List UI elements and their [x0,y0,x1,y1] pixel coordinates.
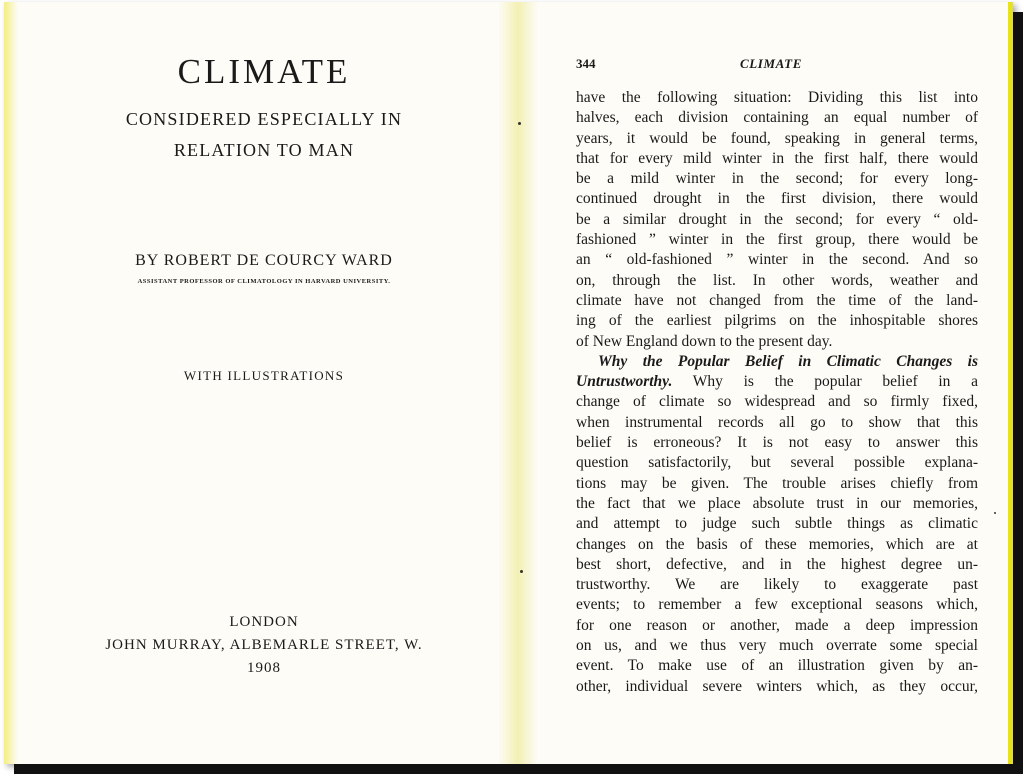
text-line: have the following situation: Dividing this list into [576,89,978,106]
text-line: be a mild winter in the second; for every long- [576,170,978,188]
section-heading-part-2: Untrustworthy. [576,373,673,391]
text-line: best short, defective, and in the highest degree un- [576,555,978,573]
page-edge-tint [4,2,18,764]
book-spread [4,2,1013,764]
paper-speck [520,570,523,573]
subtitle-line-1: CONSIDERED ESPECIALLY IN [125,109,403,129]
text-line: that for every mild winter in the first half, there would [576,149,978,167]
paper-speck [994,512,996,514]
text-line: years, it would be found, speaking in general terms, [576,129,978,147]
text-line: the fact that we place absolute trust in our memories, [576,494,978,512]
text-line: other, individual severe winters which, as they occur, [576,677,978,695]
text-line: events; to remember a few exceptional seasons which, [576,596,978,614]
imprint [44,611,484,680]
text-line: ing of the earliest pilgrims on the inhospitable shores [576,312,978,330]
text-line: changes on the basis of these memories, which are at [576,535,978,553]
text-line: event. To make use of an illustration given by an- [576,657,978,675]
page-number: 344 [576,56,596,71]
text-line: tions may be given. The trouble arises chiefly from [576,474,978,492]
author-name: BY ROBERT DE COURCY WARD [135,252,393,269]
imprint-year: 1908 [247,660,281,676]
body-text [576,88,978,697]
running-head [576,56,978,74]
text-line: belief is erroneous? It is not easy to answer this [576,434,978,452]
book-subtitle [44,104,484,166]
text-page [576,2,978,764]
text-line: on us, and we thus very much overrate some special [576,637,978,655]
text-line: on, through the list. In other words, weather and [576,271,978,289]
text-line: continued drought in the first division, there would [576,190,978,208]
heading-line-rest: Why is the popular belief in a [672,373,978,391]
text-line: question satisfactorily, but several possible explana- [576,454,978,472]
text-line: for one reason or another, made a deep impression [576,616,978,634]
text-line: an “ old-fashioned ” winter in the second. And so [576,251,978,269]
text-line: when instrumental records all go to show that this [576,413,978,431]
text-line: fashioned ” winter in the first group, there would be [576,231,978,249]
imprint-city: LONDON [229,614,299,630]
running-title: CLIMATE [740,56,802,71]
section-heading-part-1: Why the Popular Belief in Climatic Changes is [598,352,978,370]
text-line: be a similar drought in the second; for every “ old- [576,210,978,228]
text-line: halves, each division containing an equal number of [576,109,978,127]
text-line: and attempt to judge such subtle things as climatic [576,515,978,533]
title-page [44,2,484,764]
text-line: trustworthy. We are likely to exaggerate past [576,576,978,594]
book-title: CLIMATE [177,52,351,91]
subtitle-line-2: RELATION TO MAN [173,140,355,160]
text-line: of New England down to the present day. [576,332,833,350]
text-line: climate have not changed from the time of the land- [576,291,978,309]
text-line: change of climate so widespread and so firmly fixed, [576,393,978,411]
author-affiliation: ASSISTANT PROFESSOR OF CLIMATOLOGY IN HARVARD UNIVERSITY. [137,278,391,285]
section-heading-line [576,352,978,372]
imprint-publisher: JOHN MURRAY, ALBEMARLE STREET, W. [105,637,423,653]
paper-speck [518,122,521,125]
illustrations-note: WITH ILLUSTRATIONS [183,368,345,383]
book-gutter [498,2,538,764]
section-heading-line-2 [576,372,978,392]
